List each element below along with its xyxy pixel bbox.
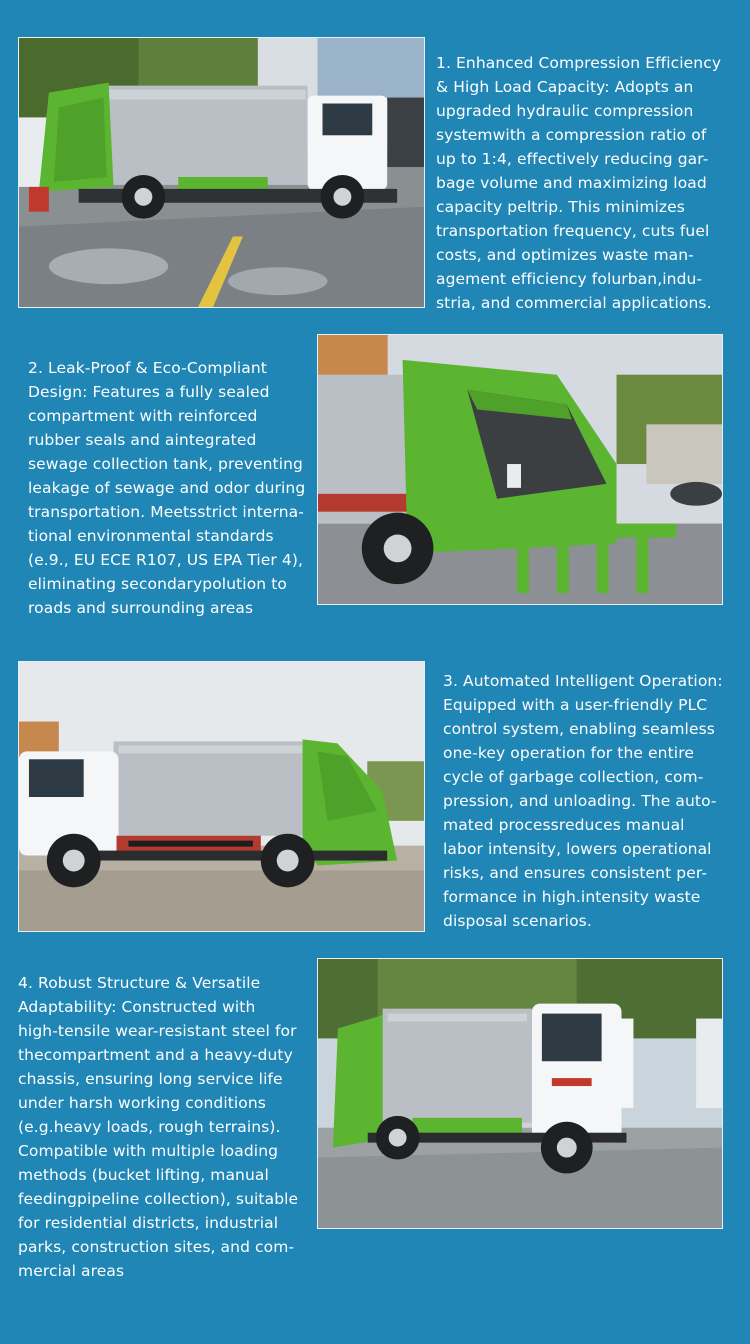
feature-text-leak-proof: 2. Leak-Proof & Eco-Compliant Design: Features a fully sealed compartment with reinforced rubber seals and aintegrated sewage collection tank, preventing leakage of sewage and odor during transportation. Meetsstrict interna- tional environmental standards (e.9., EU ECE R107, US EPA Tier 4), eliminating secondarypolution to roads and surrounding areas (28, 359, 306, 617)
feature-text-compression: 1. Enhanced Compression Efficiency & High Load Capacity: Adopts an upgraded hydraulic compression systemwith a compression ratio of up to 1:4, effectively reducing gar- bage volume and maximizing load capacity peltrip. This minimizes transportation frequency, cuts fuel costs, and optimizes waste man- agement efficiency folurban,indu- stria, and commercial applications. (436, 54, 722, 312)
truck-photo-rear-hopper (317, 334, 723, 605)
feature-text-robust-structure: 4. Robust Structure & Versatile Adaptability: Constructed with high-tensile wear-resistant steel for thecompartment and a heavy-duty chassis, ensuring long service life under harsh working conditions (e.g.heavy loads, rough terrains). Compatible with multiple loading methods (bucket lifting, manual feedingpipeline collection), suitable for residential districts, industrial parks, construction sites, and com- mercial areas (18, 974, 299, 1280)
feature-text-automated-operation: 3. Automated Intelligent Operation: Equipped with a user-friendly PLC control system, enabling seamless one-key operation for the entire cycle of garbage collection, com- pression, and unloading. The auto- mated processreduces manual labor intensity, lowers operational risks, and ensures consistent per- formance in high.intensity waste disposal scenarios. (443, 672, 723, 930)
truck-photo-side-right (18, 37, 425, 308)
truck-photo-front-three-quarter (317, 958, 723, 1229)
truck-photo-side-left (18, 661, 425, 932)
